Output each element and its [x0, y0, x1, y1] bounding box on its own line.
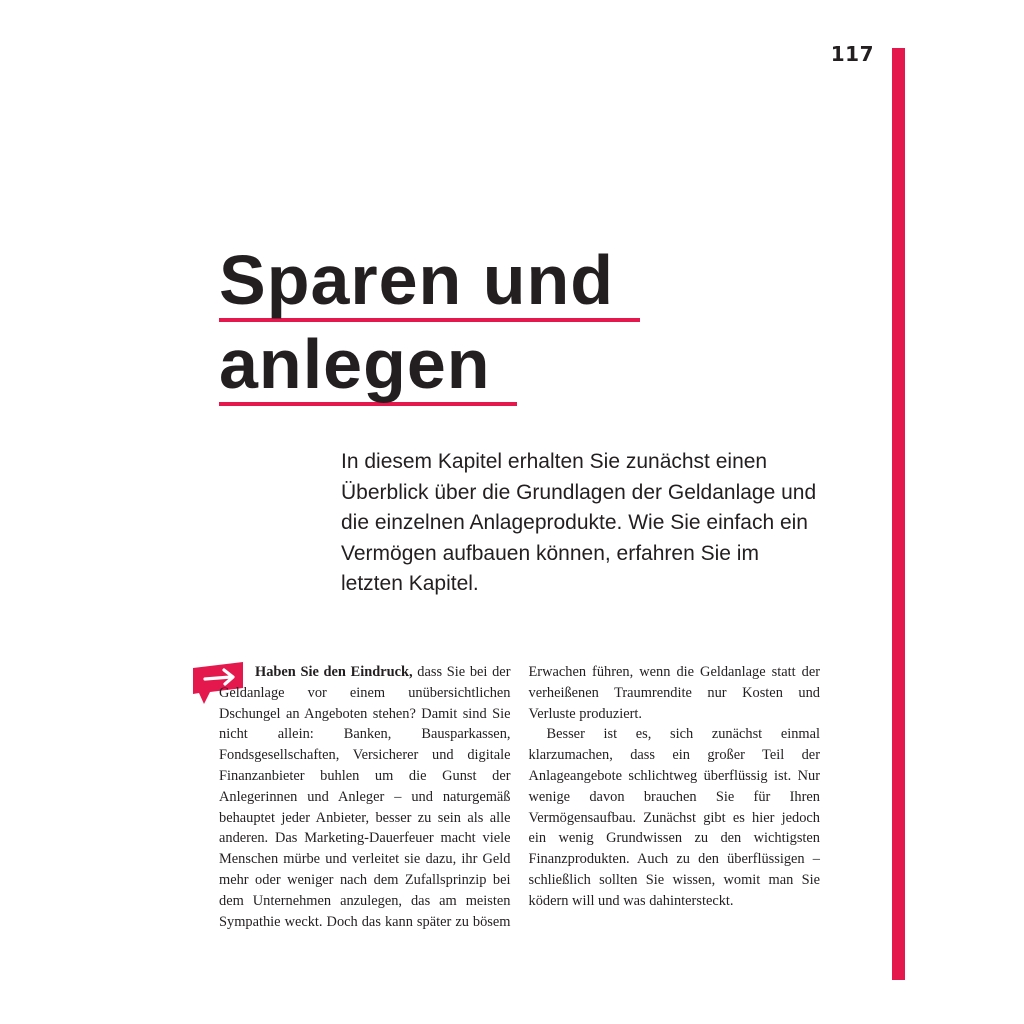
chapter-intro: In diesem Kapitel erhalten Sie zunächst einen Überblick über die Grundlagen der Geldanlage und die einzelnen Anlageprodukte. Wie Sie einfach ein Vermögen aufbauen können, erfahren Sie im letzten Kapitel. — [341, 450, 817, 595]
paragraph-text: dass Sie bei der Geldanlage vor einem unübersichtlichen Dschungel an Angeboten stehen? Damit sind Sie nicht allein: Banken, Bausparkassen, Fondsgesellschaften, Versicherer und digitale Finanzanbieter buhlen um die Gunst der Anlegerinnen und Anleger – und naturgemäß behauptet jeder Anbieter, besser zu sein als alle anderen. Das Marketing-Dauerfeuer macht viele Menschen mürbe und verleitet sie dazu, ihr Geld mehr oder weniger nach dem Zufallsprinzip bei dem Unternehmen anzulegen, das am meisten Sympathie weckt. Doch das kann später zu bösem Erwachen führen, wenn die Geldanlage statt der verheißenen Traumrendite nur Kosten und Verluste produziert. — [219, 664, 820, 930]
page-number: 117 — [830, 42, 874, 66]
body-text — [219, 662, 820, 932]
chapter-side-bar — [892, 48, 905, 980]
chapter-title-line-1: Sparen und — [219, 238, 640, 322]
body-paragraph: Besser ist es, sich zunächst einmal klarzumachen, dass ein großer Teil der Anlageangebote schlichtweg überflüssig ist. Nur wenige davon brauchen Sie für Ihren Vermögensaufbau. Zunächst gibt es hier jedoch ein wenig Grundwissen zu den wichtigsten Finanzprodukten. Auch zu den überflüssigen – schließlich sollten Sie wissen, womit man Sie ködern will und was dahintersteckt. — [528, 726, 820, 909]
chapter-title — [219, 238, 640, 406]
lead-in: Haben Sie den Eindruck, — [255, 664, 413, 680]
chapter-title-line-2: anlegen — [219, 322, 517, 406]
